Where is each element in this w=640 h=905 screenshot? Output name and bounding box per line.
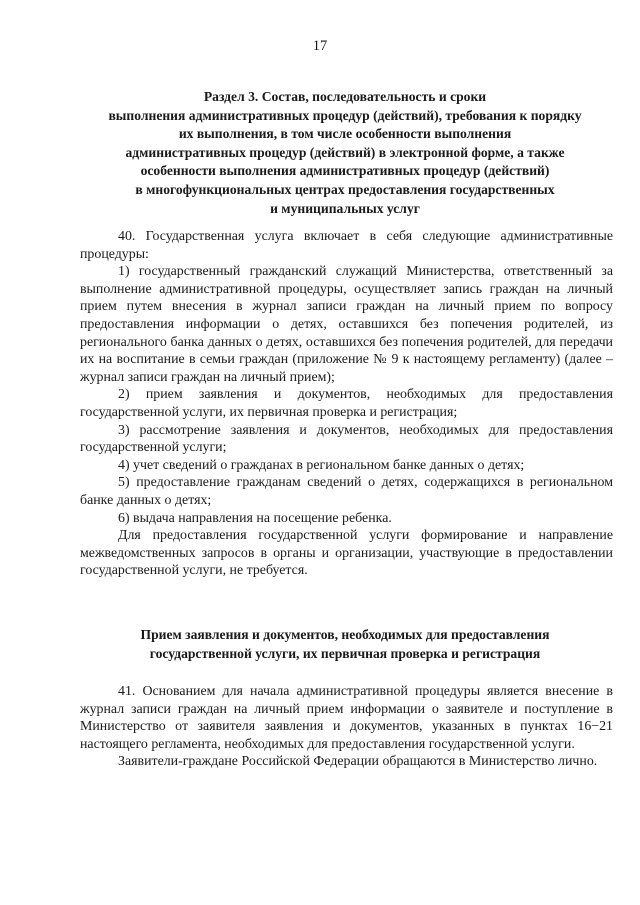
- list-item: 6) выдача направления на посещение ребенка.: [118, 510, 392, 526]
- section-title-line: Раздел 3. Состав, последовательность и сроки: [203, 89, 487, 104]
- section-title-line: особенности выполнения административных процедур (действий): [140, 163, 550, 179]
- paragraph: 41. Основанием для начала административной процедуры является внесение в журнал записи граждан на личный прием информации о заявителе и поступление в Министерство от заявителя заявления и документов, указанных в пунктах 16−21 настоящего регламента, необходимых для предоставления государственной услуги.: [80, 684, 613, 752]
- page-number: 17: [312, 38, 328, 54]
- section-title-line: и муниципальных услуг: [270, 200, 420, 216]
- paragraph: Для предоставления государственной услуги формирование и направление межведомственных запросов в органы и организации, участвующие в предоставлении государственной услуги, не требуется.: [80, 528, 613, 579]
- list-item: 5) предоставление гражданам сведений о детях, содержащихся в региональном банке данных о детях;: [80, 475, 613, 508]
- section-title-line: административных процедур (действий) в электронной форме, а также: [125, 144, 565, 160]
- subsection-title-line: Прием заявления и документов, необходимых для предоставления: [140, 627, 550, 642]
- list-item: 2) прием заявления и документов, необходимых для предоставления государственной услуги, их первичная проверка и регистрация;: [80, 387, 613, 420]
- subsection-title-line: государственной услуги, их первичная проверка и регистрация: [149, 645, 541, 661]
- section-title: [80, 88, 610, 218]
- procedures-list: [80, 228, 613, 580]
- procedure-41: [80, 683, 613, 771]
- list-item: 4) учет сведений о гражданах в региональном банке данных о детях;: [118, 457, 525, 473]
- section-title-line: их выполнения, в том числе особенности выполнения: [178, 126, 512, 142]
- paragraph: Заявители-граждане Российской Федерации обращаются в Министерство лично.: [118, 754, 598, 770]
- list-item: 3) рассмотрение заявления и документов, необходимых для предоставления государственной услуги;: [80, 422, 613, 456]
- section-title-line: в многофункциональных центрах предоставления государственных: [135, 181, 555, 197]
- paragraph: 40. Государственная услуга включает в себя следующие административные процедуры:: [80, 229, 613, 262]
- section-title-line: выполнения административных процедур (действий), требования к порядку: [108, 107, 582, 123]
- subsection-title: [80, 626, 610, 663]
- list-item: 1) государственный гражданский служащий Министерства, ответственный за выполнение административной процедуры, осуществляет запись граждан на личный прием путем внесения в журнал записи граждан на личный прием по вопросу предоставления информации о детях, оставшихся без попечения родителей, из регионального банка данных о детях, оставшихся без попечения родителей, для передачи их на воспитание в семьи граждан (приложение № 9 к настоящему регламенту) (далее – журнал записи граждан на личный прием);: [80, 264, 613, 385]
